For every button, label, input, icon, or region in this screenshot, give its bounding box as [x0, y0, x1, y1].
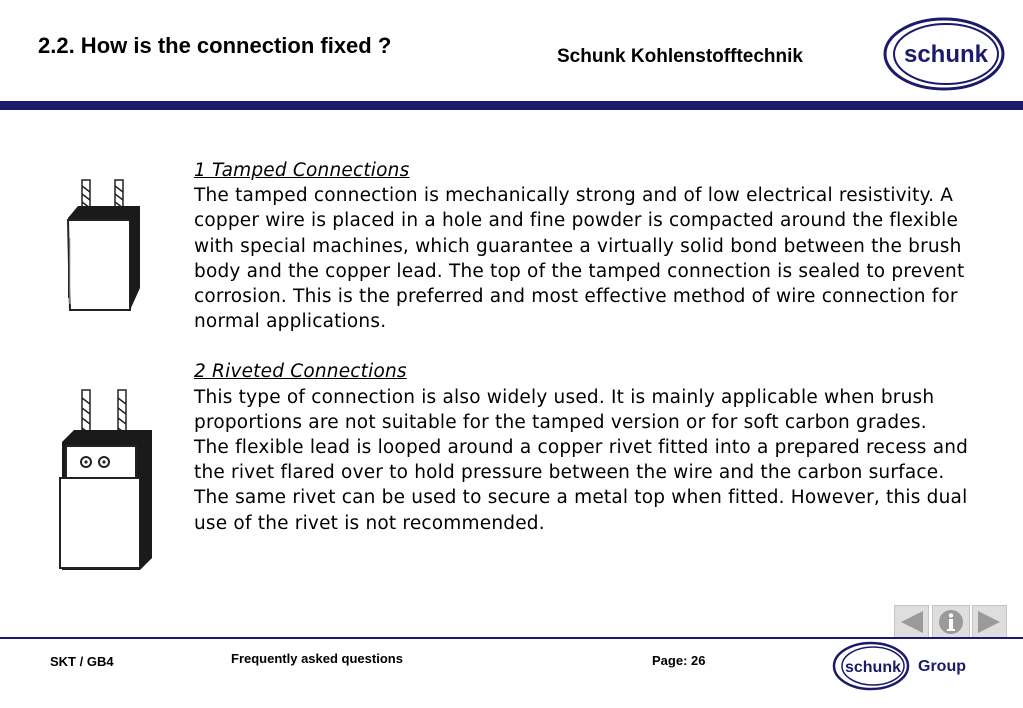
schunk-group-logo [832, 641, 974, 691]
company-name: Schunk Kohlenstofftechnik [557, 46, 803, 67]
footer-rule [0, 637, 1023, 639]
footer-department: SKT / GB4 [50, 654, 114, 669]
content-body [194, 158, 984, 536]
previous-slide-button[interactable] [894, 605, 929, 639]
section-paragraph-riveted-1: This type of connection is also widely used. It is mainly applicable when brush proportions are not suitable for the tamped version or for soft carbon grades. [194, 386, 935, 433]
page-title: 2.2. How is the connection fixed ? [38, 33, 392, 58]
previous-arrow-icon [895, 606, 928, 638]
schunk-logo [882, 16, 1008, 92]
footer-logo-wordmark: schunk [844, 659, 902, 676]
footer-page-number: Page: 26 [652, 653, 706, 668]
section-paragraph-tamped: The tamped connection is mechanically strong and of low electrical resistivity. A copper wire is placed in a hole and fine powder is compacted around the flexible with special machines, which guarantee a virtually solid bond between the brush body and the copper lead. The top of the tamped connection is sealed to prevent corrosion. This is the preferred and most effective method of wire connection for normal applications. [194, 185, 965, 333]
tamped-brush-illustration [58, 178, 158, 316]
riveted-brush-illustration [52, 388, 164, 574]
header-rule [0, 101, 1023, 110]
next-arrow-icon [973, 606, 1006, 638]
section-paragraph-riveted-2: The flexible lead is looped around a copper rivet fitted into a prepared recess and the rivet flared over to hold pressure between the wire and the carbon surface. The same rivet can be used to secure a metal top when fitted. However, this dual use of the rivet is not recommended. [194, 437, 969, 534]
info-icon [933, 606, 969, 638]
next-slide-button[interactable] [972, 605, 1007, 639]
info-button[interactable] [932, 605, 970, 639]
logo-wordmark: schunk [903, 41, 989, 68]
section-heading-riveted: 2 Riveted Connections [194, 361, 407, 383]
footer-topic: Frequently asked questions [231, 651, 403, 666]
section-heading-tamped: 1 Tamped Connections [194, 160, 410, 181]
footer-logo-group: Group [918, 658, 966, 675]
